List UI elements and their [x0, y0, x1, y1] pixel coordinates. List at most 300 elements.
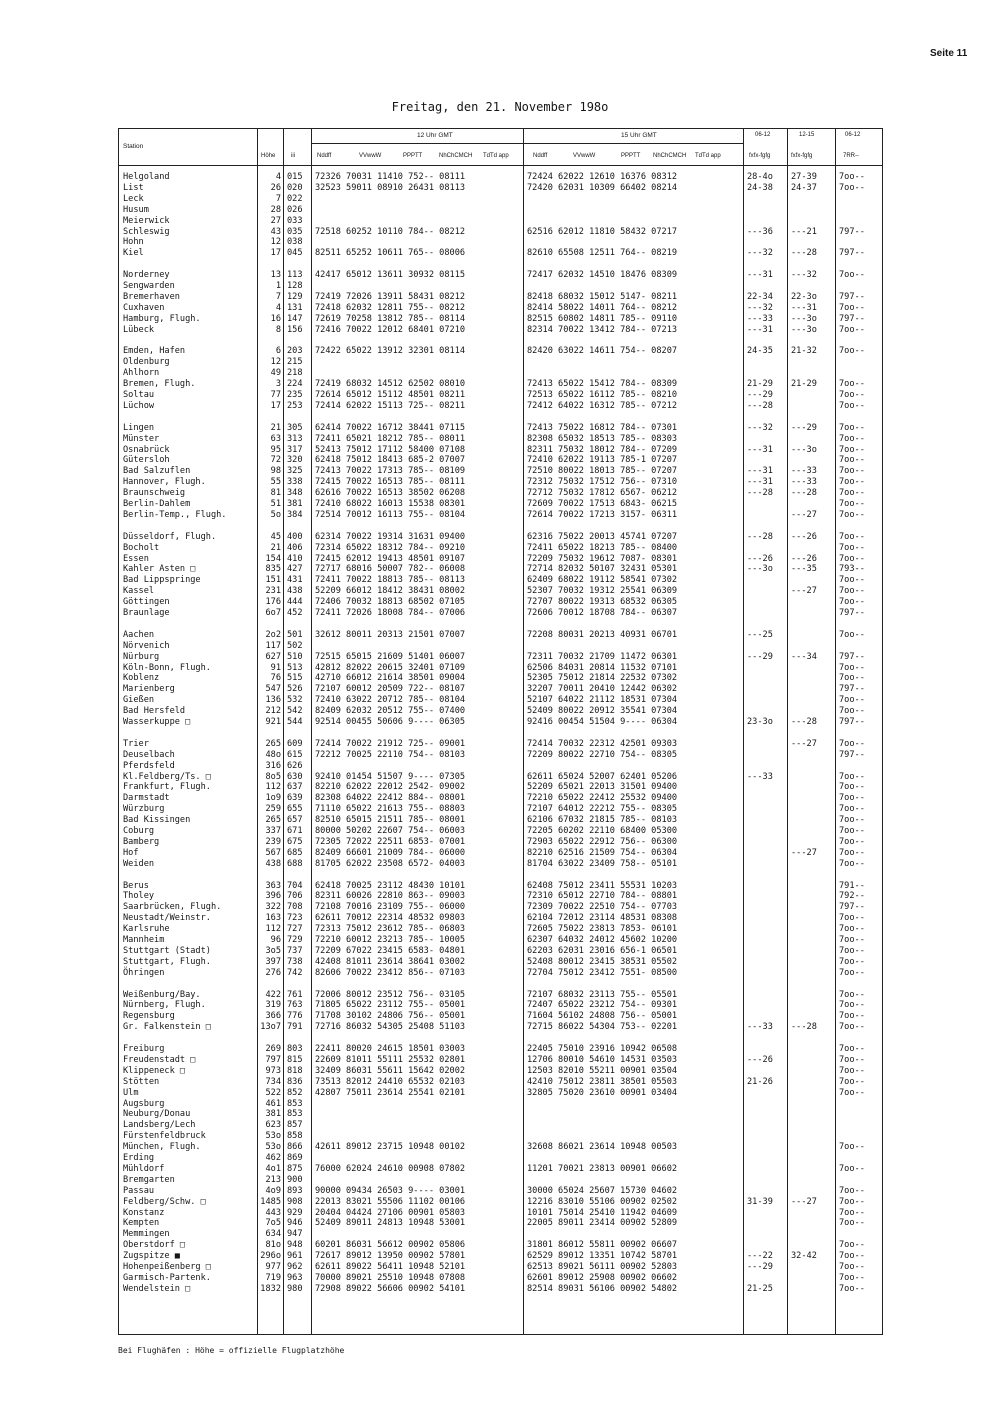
table-cell: 72617 89012 13950 00902 57801 [315, 1251, 466, 1262]
table-cell: 72419 72026 13911 58431 08212 [315, 291, 466, 302]
table-cell: 62409 68022 19112 58541 07302 [527, 575, 678, 586]
table-cell: 72107 68032 23113 755-- 05501 [527, 989, 678, 1000]
station-name: Aachen [123, 629, 155, 640]
station-name: Freudenstadt □ [123, 1054, 196, 1065]
table-cell: 72411 65022 18213 785-- 08400 [527, 542, 678, 553]
station-name: Nörvenich [123, 640, 170, 651]
table-cell: 22-34 [747, 291, 773, 302]
table-cell: ---33 [791, 466, 817, 477]
table-cell: 90000 09434 26503 9---- 03001 [315, 1185, 466, 1196]
table-cell: 4 [275, 302, 281, 313]
table-cell: 72715 86022 54304 753-- 02201 [527, 1022, 678, 1033]
table-cell: 567 [265, 847, 281, 858]
table-cell: 62418 70025 23112 48430 10101 [315, 880, 466, 891]
table-cell: 875 [287, 1163, 303, 1174]
table-cell: 62408 75012 23411 55531 10203 [527, 880, 678, 891]
table-cell: 72510 80022 18013 785-- 07207 [527, 466, 678, 477]
table-cell: 7o5 [265, 1218, 281, 1229]
table-cell: 12 [270, 237, 281, 248]
table-cell: 1o9 [265, 793, 281, 804]
table-cell: 980 [287, 1283, 303, 1294]
table-cell: 22-3o [791, 291, 817, 302]
table-cell: 7oo-- [839, 706, 865, 717]
table-cell: 62414 70022 16712 38441 07115 [315, 422, 466, 433]
table-cell: 410 [287, 553, 303, 564]
table-cell: 72908 89022 56606 00902 54101 [315, 1283, 466, 1294]
table-cell: 62516 62012 11810 58432 07217 [527, 226, 678, 237]
table-cell: 962 [287, 1262, 303, 1272]
station-name: Fürstenfeldbruck [123, 1131, 206, 1142]
table-cell: 72605 75022 23813 7853- 06101 [527, 924, 678, 935]
table-cell: 72418 62032 12811 755-- 08212 [315, 302, 466, 313]
table-cell: 71110 65022 21613 755-- 08803 [315, 804, 466, 815]
station-name: Deuselbach [123, 749, 175, 760]
g1-col-3: NhChCMCH [439, 153, 473, 159]
station-name: Hohn [123, 237, 144, 248]
table-cell: 742 [287, 967, 303, 978]
table-cell: 10101 75014 25410 11942 04609 [527, 1207, 678, 1218]
table-cell: 72410 62022 19113 785-1 07207 [527, 455, 678, 466]
table-cell: 7oo-- [839, 836, 865, 847]
extra-sub-1: fxfx-fgfg [791, 153, 813, 159]
table-cell: 7oo-- [839, 400, 865, 411]
table-cell: 72212 70025 22110 754-- 08103 [315, 749, 466, 760]
station-name: Schleswig [123, 226, 170, 237]
table-cell: ---35 [791, 564, 817, 575]
table-cell: 7oo-- [839, 444, 865, 455]
table-cell: 685 [287, 847, 303, 858]
table-cell: 82311 60026 22810 863-- 09003 [315, 891, 466, 902]
g1-col-2: PPPTT [403, 153, 423, 159]
table-cell: 313 [287, 433, 303, 444]
station-name: Berus [123, 880, 149, 891]
table-cell: 32608 86021 23614 10948 00503 [527, 1142, 678, 1153]
table-cell: ---33 [747, 1022, 773, 1033]
table-cell: 21-29 [747, 379, 773, 390]
table-cell: 269 [265, 1044, 281, 1054]
table-cell: 62418 75012 18413 685-2 07007 [315, 455, 466, 466]
table-cell: 7oo-- [839, 172, 865, 182]
table-cell: 869 [287, 1153, 303, 1163]
table-cell: 92514 00455 50606 9---- 06305 [315, 717, 466, 727]
table-cell: ---29 [747, 651, 773, 662]
table-cell: 17 [270, 400, 281, 411]
table-cell: 7oo-- [839, 1262, 865, 1272]
table-cell: 7oo-- [839, 695, 865, 706]
table-cell: 72903 65022 22912 756-- 06300 [527, 836, 678, 847]
table-cell: 82420 63022 14611 754-- 08207 [527, 346, 678, 357]
table-cell: 72707 80022 19313 68532 06305 [527, 597, 678, 608]
table-cell: 72716 86032 54305 25408 51103 [315, 1022, 466, 1033]
table-cell: 72614 65012 15112 48501 08211 [315, 390, 466, 400]
table-cell: ---21 [791, 226, 817, 237]
table-cell: 72609 70022 17513 6843- 06215 [527, 499, 678, 509]
table-cell: 5o [270, 509, 281, 520]
extra-1: 12-15 [799, 132, 815, 138]
station-name: Koblenz [123, 673, 160, 684]
table-cell: 70000 89021 25510 10948 07808 [315, 1272, 466, 1283]
table-cell: 7oo-- [839, 935, 865, 945]
table-cell: 858 [287, 1131, 303, 1142]
table-cell: 42812 82022 20615 32401 07109 [315, 662, 466, 673]
station-name: Emden, Hafen [123, 346, 186, 357]
table-cell: 82210 62516 21509 754-- 06304 [527, 847, 678, 858]
table-cell: 62506 84031 20814 11532 07101 [527, 662, 678, 673]
table-cell: 7oo-- [839, 1196, 865, 1207]
table-cell: 82314 70022 13412 784-- 07213 [527, 324, 678, 335]
table-cell: 49 [270, 368, 281, 379]
table-cell: ---3o [791, 444, 817, 455]
data-table [118, 164, 883, 1335]
station-name: Bremerhaven [123, 291, 180, 302]
table-cell: 76 [270, 673, 281, 684]
station-name: Öhringen [123, 967, 165, 978]
table-cell: 7oo-- [839, 967, 865, 978]
table-cell: 212 [265, 706, 281, 717]
table-cell: ---27 [791, 586, 817, 597]
table-cell: 7oo-- [839, 1054, 865, 1065]
table-cell: 8o5 [265, 771, 281, 782]
table-cell: ---22 [747, 1251, 773, 1262]
table-cell: 72712 75032 17812 6567- 06212 [527, 488, 678, 499]
table-cell: 128 [287, 281, 303, 291]
table-cell: 7oo-- [839, 662, 865, 673]
table-cell: 542 [287, 706, 303, 717]
table-cell: 24-35 [747, 346, 773, 357]
table-cell: 797-- [839, 651, 865, 662]
table-cell: 27 [270, 215, 281, 226]
table-cell: 7oo-- [839, 597, 865, 608]
table-cell: 52409 89011 24813 10948 53001 [315, 1218, 466, 1229]
station-name: Freiburg [123, 1044, 165, 1054]
table-cell: 035 [287, 226, 303, 237]
station-name: Oldenburg [123, 357, 170, 368]
station-name: Saarbrücken, Flugh. [123, 902, 222, 913]
table-cell: 72514 70012 16113 755-- 08104 [315, 509, 466, 520]
table-cell: 7oo-- [839, 586, 865, 597]
g2-col-1: VVwwW [573, 153, 596, 159]
table-cell: 7oo-- [839, 1065, 865, 1076]
table-cell: 16 [270, 313, 281, 324]
table-cell: 72314 65022 18312 784-- 09210 [315, 542, 466, 553]
table-cell: 62611 89022 56411 10948 52101 [315, 1262, 466, 1272]
table-cell: 28 [270, 204, 281, 215]
station-name: Husum [123, 204, 149, 215]
table-cell: 52305 75012 21814 22532 07302 [527, 673, 678, 684]
table-cell: 72311 70032 21709 11472 06301 [527, 651, 678, 662]
header-iii: iii [291, 153, 295, 159]
table-cell: 96 [270, 935, 281, 945]
table-cell: 7oo-- [839, 782, 865, 793]
table-cell: 381 [287, 499, 303, 509]
table-cell: 627 [265, 651, 281, 662]
table-header [118, 128, 883, 166]
table-cell: 92410 01454 51507 9---- 07305 [315, 771, 466, 782]
table-cell: 62106 67032 21815 785-- 08103 [527, 815, 678, 826]
table-cell: 72411 70022 18813 785-- 08113 [315, 575, 466, 586]
table-cell: 7oo-- [839, 302, 865, 313]
station-name: List [123, 182, 144, 193]
station-name: Gr. Falkenstein □ [123, 1022, 211, 1033]
table-cell: 7oo-- [839, 1251, 865, 1262]
table-cell: 544 [287, 717, 303, 727]
extra-2: 06-12 [845, 132, 861, 138]
table-cell: ---29 [791, 422, 817, 433]
table-cell: 7oo-- [839, 945, 865, 956]
station-name: Trier [123, 738, 149, 749]
table-cell: 381 [265, 1109, 281, 1120]
table-cell: 526 [287, 684, 303, 695]
table-cell: ---36 [747, 226, 773, 237]
station-name: Bad Kissingen [123, 815, 191, 826]
table-cell: 26 [270, 182, 281, 193]
station-name: Hamburg, Flugh. [123, 313, 201, 324]
table-cell: ---32 [791, 270, 817, 281]
table-cell: ---31 [747, 270, 773, 281]
table-cell: 112 [265, 924, 281, 935]
table-cell: 82510 65015 21511 785-- 08001 [315, 815, 466, 826]
table-cell: 626 [287, 760, 303, 771]
table-cell: 947 [287, 1229, 303, 1240]
table-cell: 502 [287, 640, 303, 651]
table-cell: 7oo-- [839, 1272, 865, 1283]
table-cell: 72410 63022 20712 785-- 08104 [315, 695, 466, 706]
station-name: Garmisch-Partenk. [123, 1272, 211, 1283]
table-cell: 815 [287, 1054, 303, 1065]
table-cell: 72411 72026 18008 784-- 07006 [315, 608, 466, 618]
table-cell: 21-32 [791, 346, 817, 357]
table-cell: 797-- [839, 749, 865, 760]
table-cell: 7oo-- [839, 499, 865, 509]
table-cell: 112 [265, 782, 281, 793]
table-cell: ---31 [747, 324, 773, 335]
table-cell: 803 [287, 1044, 303, 1054]
table-cell: 396 [265, 891, 281, 902]
table-cell: 7 [275, 291, 281, 302]
table-cell: 52209 65021 22013 31501 09400 [527, 782, 678, 793]
table-cell: 62314 70022 19314 31631 09400 [315, 531, 466, 542]
table-cell: 265 [265, 815, 281, 826]
table-cell: 791-- [839, 880, 865, 891]
table-cell: 319 [265, 1000, 281, 1011]
table-cell: 797-- [839, 291, 865, 302]
table-cell: 729 [287, 935, 303, 945]
station-name: Mühldorf [123, 1163, 165, 1174]
table-cell: 82418 68032 15012 5147- 08211 [527, 291, 678, 302]
station-name: Cuxhaven [123, 302, 165, 313]
table-cell: 72717 68016 50007 782-- 06008 [315, 564, 466, 575]
table-cell: 156 [287, 324, 303, 335]
table-cell: 7oo-- [839, 1207, 865, 1218]
station-name: Ahlhorn [123, 368, 160, 379]
table-cell: 62316 75022 20013 45741 07207 [527, 531, 678, 542]
table-cell: 72210 60012 23213 785-- 10005 [315, 935, 466, 945]
table-cell: 72415 70022 16513 785-- 08111 [315, 477, 466, 488]
table-cell: 52307 70032 19312 25541 06309 [527, 586, 678, 597]
table-cell: 72410 68022 16013 15538 08301 [315, 499, 466, 509]
table-cell: 72209 80022 22710 754-- 08305 [527, 749, 678, 760]
table-cell: 1832 [260, 1283, 281, 1294]
table-cell: 23-3o [747, 717, 773, 727]
table-cell: ---27 [791, 738, 817, 749]
table-cell: 7oo-- [839, 575, 865, 586]
table-cell: 7 [275, 193, 281, 204]
station-name: Bad Lippspringe [123, 575, 201, 586]
table-cell: 11201 70021 23813 00901 06602 [527, 1163, 678, 1174]
station-name: Gütersloh [123, 455, 170, 466]
station-name: Hannover, Flugh. [123, 477, 206, 488]
station-name: Marienberg [123, 684, 175, 695]
table-cell: 797-- [839, 226, 865, 237]
table-cell: 384 [287, 509, 303, 520]
table-cell: 7oo-- [839, 1185, 865, 1196]
table-cell: 325 [287, 466, 303, 477]
table-cell: 7oo-- [839, 455, 865, 466]
table-cell: 72614 70022 17213 3157- 06311 [527, 509, 678, 520]
table-cell: ---3o [791, 324, 817, 335]
station-name: Stuttgart, Flugh. [123, 956, 211, 967]
station-name: Berlin-Dahlem [123, 499, 191, 509]
table-cell: 7oo-- [839, 826, 865, 836]
table-cell: 52408 80012 23415 38531 05502 [527, 956, 678, 967]
station-name: Karlsruhe [123, 924, 170, 935]
table-cell: 20404 04424 27106 00901 05803 [315, 1207, 466, 1218]
station-name: Memmingen [123, 1229, 170, 1240]
table-cell: 31-39 [747, 1196, 773, 1207]
table-cell: 21 [270, 422, 281, 433]
table-cell: 42710 66012 21614 38501 09004 [315, 673, 466, 684]
table-cell: 213 [265, 1174, 281, 1185]
table-cell: 7oo-- [839, 1087, 865, 1098]
table-cell: 22405 75010 23916 10942 06508 [527, 1044, 678, 1054]
table-cell: 45 [270, 531, 281, 542]
g1-col-4: TdTd app [483, 153, 509, 159]
table-cell: ---31 [747, 466, 773, 477]
table-cell: 215 [287, 357, 303, 368]
table-cell: 7oo-- [839, 1142, 865, 1153]
table-cell: 32612 80011 20313 21501 07007 [315, 629, 466, 640]
table-cell: 7oo-- [839, 771, 865, 782]
station-name: Lüchow [123, 400, 155, 411]
table-cell: 72606 70012 18708 784-- 06307 [527, 608, 678, 618]
station-name: Kassel [123, 586, 155, 597]
table-cell: 7oo-- [839, 629, 865, 640]
table-cell: ---26 [747, 1054, 773, 1065]
station-name: Wasserkuppe □ [123, 717, 191, 727]
table-cell: 32805 75020 23610 00901 03404 [527, 1087, 678, 1098]
station-name: Würzburg [123, 804, 165, 815]
station-name: Zugspitze ■ [123, 1251, 180, 1262]
table-cell: 72424 62022 12610 16376 08312 [527, 172, 678, 182]
table-cell: 366 [265, 1011, 281, 1022]
extra-sub-2: 7RR-- [843, 153, 859, 159]
table-cell: 27-39 [791, 172, 817, 182]
table-cell: 81 [270, 488, 281, 499]
table-cell: 7oo-- [839, 270, 865, 281]
table-cell: 797-- [839, 902, 865, 913]
table-cell: 515 [287, 673, 303, 684]
table-cell: 53o [265, 1131, 281, 1142]
table-cell: 62611 70012 22314 48532 09803 [315, 913, 466, 924]
station-name: Ulm [123, 1087, 139, 1098]
table-cell: 62529 89012 13351 10742 58701 [527, 1251, 678, 1262]
table-cell: ---28 [791, 248, 817, 259]
station-name: Kl.Feldberg/Ts. □ [123, 771, 211, 782]
station-name: Pferdsfeld [123, 760, 175, 771]
table-cell: 32523 59011 08910 26431 08113 [315, 182, 466, 193]
table-cell: 72412 64022 16312 785-- 07212 [527, 400, 678, 411]
table-cell: 461 [265, 1098, 281, 1109]
table-cell: 32-42 [791, 1251, 817, 1262]
table-cell: 7oo-- [839, 553, 865, 564]
table-cell: 92416 00454 51504 9---- 06304 [527, 717, 678, 727]
station-name: Oberstdorf □ [123, 1240, 186, 1251]
station-name: Hof [123, 847, 139, 858]
table-cell: 60201 86031 56612 00902 05806 [315, 1240, 466, 1251]
station-name: Klippeneck □ [123, 1065, 186, 1076]
station-name: Kiel [123, 248, 144, 259]
table-cell: 522 [265, 1087, 281, 1098]
table-cell: 22411 80020 24615 18501 03003 [315, 1044, 466, 1054]
table-cell: 6o7 [265, 608, 281, 618]
table-cell: ---34 [791, 651, 817, 662]
table-cell: 72518 60252 10110 784-- 08212 [315, 226, 466, 237]
table-cell: 948 [287, 1240, 303, 1251]
table-cell: 719 [265, 1272, 281, 1283]
table-cell: 8 [275, 324, 281, 335]
table-cell: 72704 75012 23412 7551- 08500 [527, 967, 678, 978]
table-cell: 7oo-- [839, 346, 865, 357]
station-name: Meierwick [123, 215, 170, 226]
table-cell: 7oo-- [839, 466, 865, 477]
station-name: Weiden [123, 858, 155, 869]
table-cell: 7oo-- [839, 913, 865, 924]
table-cell: 4o9 [265, 1185, 281, 1196]
table-cell: 71604 56102 24808 756-- 05001 [527, 1011, 678, 1022]
table-cell: 547 [265, 684, 281, 695]
table-cell: 72209 75032 19612 7087- 08301 [527, 553, 678, 564]
table-cell: 033 [287, 215, 303, 226]
table-cell: ---27 [791, 847, 817, 858]
table-cell: 7oo-- [839, 1022, 865, 1033]
station-name: Göttingen [123, 597, 170, 608]
table-cell: 657 [287, 815, 303, 826]
table-cell: 77 [270, 390, 281, 400]
table-cell: 320 [287, 455, 303, 466]
table-cell: 623 [265, 1120, 281, 1131]
table-cell: 015 [287, 172, 303, 182]
table-cell: 98 [270, 466, 281, 477]
table-cell: 71708 30102 24806 756-- 05001 [315, 1011, 466, 1022]
table-cell: 55 [270, 477, 281, 488]
table-cell: 7oo-- [839, 989, 865, 1000]
table-cell: 1485 [260, 1196, 281, 1207]
table-cell: ---33 [791, 477, 817, 488]
table-cell: 7oo-- [839, 673, 865, 684]
table-cell: 224 [287, 379, 303, 390]
g1-col-0: Nddff [317, 153, 332, 159]
table-cell: 72326 70031 11410 752-- 08111 [315, 172, 466, 182]
table-cell: 12503 82010 55211 00901 03504 [527, 1065, 678, 1076]
table-cell: 95 [270, 444, 281, 455]
station-name: Bremgarten [123, 1174, 175, 1185]
table-cell: 24-37 [791, 182, 817, 193]
table-cell: 438 [287, 586, 303, 597]
table-cell: 131 [287, 302, 303, 313]
table-cell: 4o1 [265, 1163, 281, 1174]
table-cell: ---27 [791, 509, 817, 520]
table-cell: 62611 65024 52007 62401 05206 [527, 771, 678, 782]
